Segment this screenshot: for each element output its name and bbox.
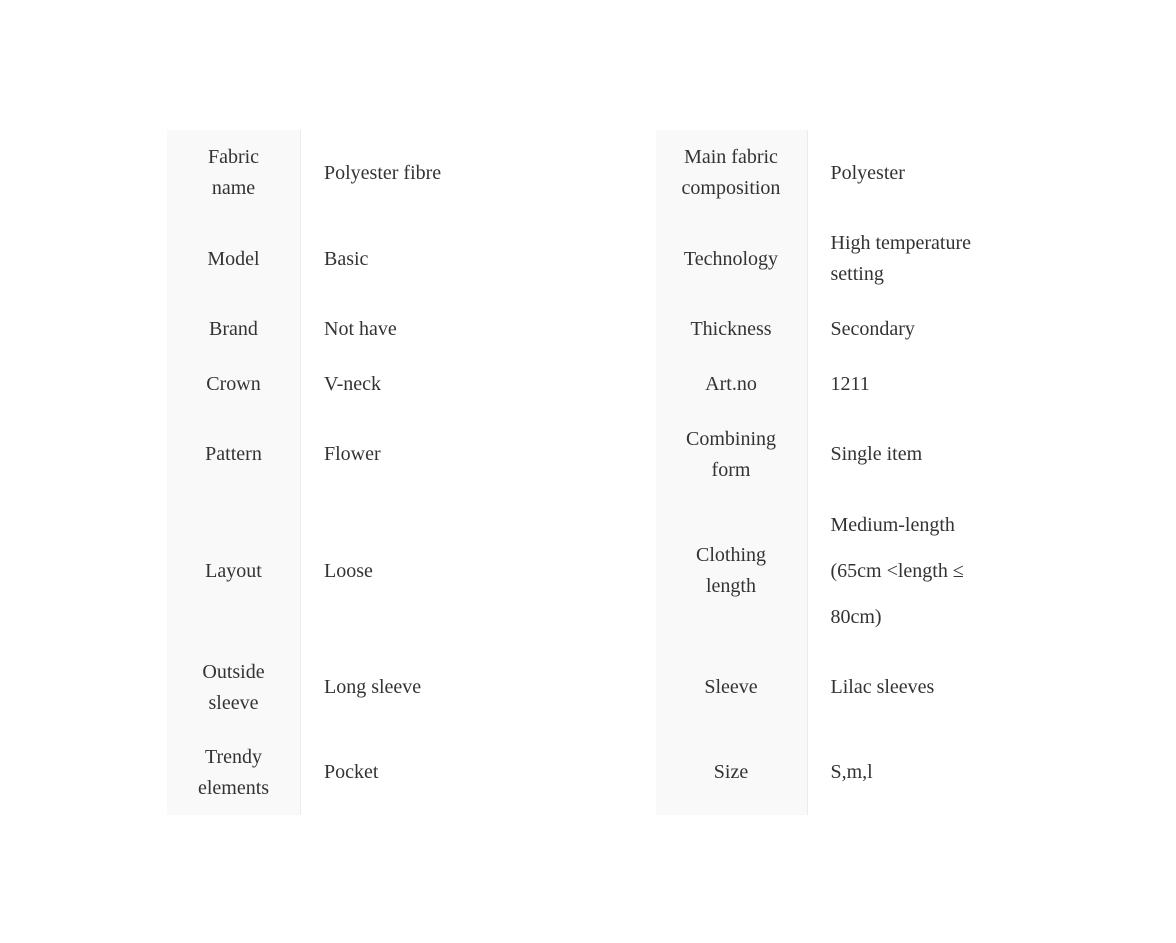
product-spec-table [167,130,1018,815]
spec-value: Long sleeve [324,676,422,698]
spec-row [167,357,1018,412]
spec-label: Crown [167,357,301,412]
spec-row [167,216,1018,302]
spec-label: Trendy elements [167,730,301,815]
spec-value: Polyester [830,161,905,184]
spec-value: Polyester fibre [324,161,442,184]
spec-label: Brand [167,302,301,357]
spec-label: Model [167,216,301,302]
spec-row [167,497,1018,645]
spec-row [167,130,1018,216]
spec-value: Lilac sleeves [830,676,935,698]
spec-label: Art.no [656,357,808,412]
spec-label: Combining form [656,412,808,497]
spec-row [167,302,1018,357]
spec-value: High temperature setting [830,232,971,285]
spec-label: Layout [167,497,301,645]
spec-value: Single item [830,443,923,465]
spec-label: Thickness [656,302,808,357]
spec-row [167,730,1018,815]
spec-value: Not have [324,318,397,340]
spec-value: Flower [324,443,381,465]
spec-value: Basic [324,247,369,270]
spec-label: Main fabric composition [656,130,808,216]
spec-label: Outside sleeve [167,645,301,730]
spec-label: Clothing length [656,497,808,645]
spec-value: Medium-length (65cm <length ≤ 80cm) [830,514,964,628]
spec-label: Fabric name [167,130,301,216]
spec-row [167,412,1018,497]
spec-row [167,645,1018,730]
spec-value: Secondary [830,318,915,340]
spec-value: V-neck [324,373,382,395]
spec-label: Technology [656,216,808,302]
spec-value: S,m,l [830,761,873,783]
spec-label: Size [656,730,808,815]
spec-value: Pocket [324,761,379,783]
spec-label: Pattern [167,412,301,497]
spec-value: 1211 [830,373,870,395]
spec-label: Sleeve [656,645,808,730]
spec-value: Loose [324,559,373,582]
